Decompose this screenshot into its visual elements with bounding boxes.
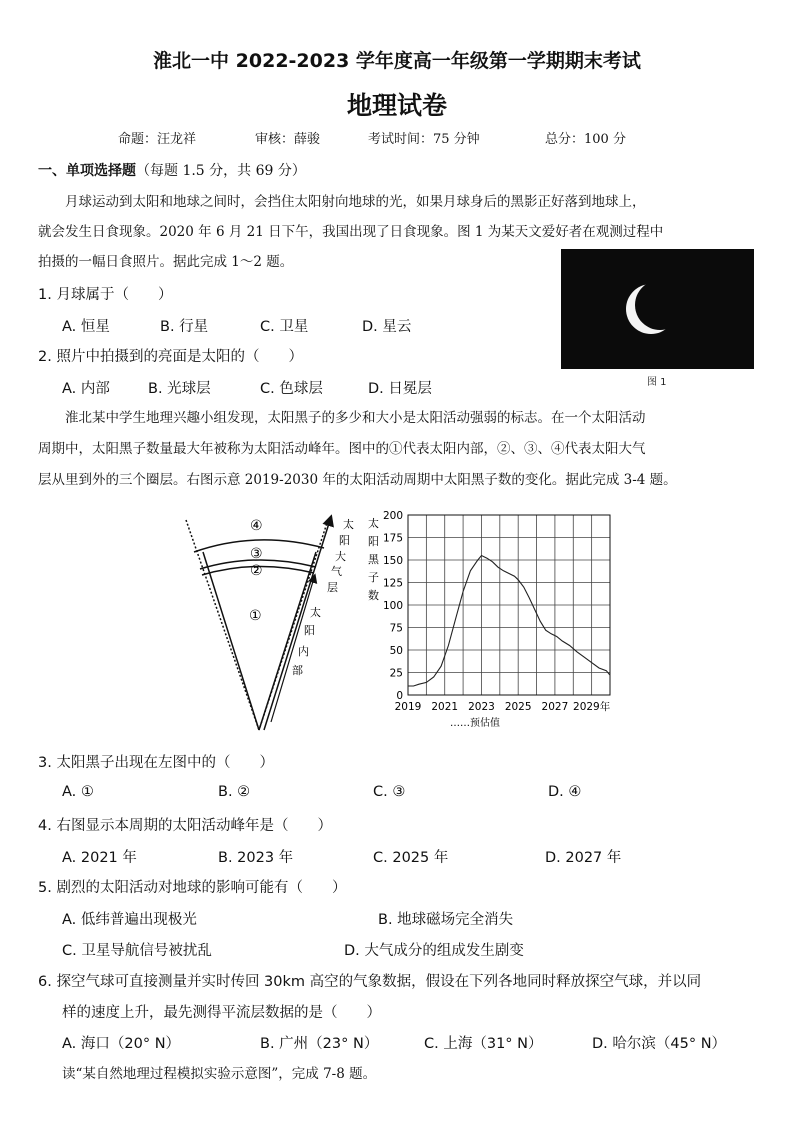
q1-stem: 1. 月球属于（ ）	[38, 287, 173, 303]
q6-line1: 6. 探空气球可直接测量并实时传回 30km 高空的气象数据，假设在下列各地同时释放探空气球，并以同	[38, 974, 702, 990]
q5-option-d[interactable]: D. 大气成分的组成发生剧变	[344, 943, 524, 959]
passage2-line1: 淮北某中学生地理兴趣小组发现，太阳黑子的多少和大小是太阳活动强弱的标志。在一个太阳活动	[65, 410, 646, 426]
y-tick-label: 125	[382, 577, 403, 590]
atmosphere-char-1: 太	[343, 518, 354, 531]
interior-char-2: 阳	[304, 624, 315, 637]
figure1-caption: 图 1	[647, 377, 667, 388]
y-tick-label: 75	[389, 622, 403, 635]
y-tick-label: 100	[382, 600, 403, 612]
sunspot-chart	[356, 508, 618, 740]
q5-option-b[interactable]: B. 地球磁场完全消失	[378, 912, 514, 928]
y-axis-label-char: 太	[368, 517, 379, 530]
layer-3-label: ③	[250, 546, 263, 562]
exam-time: 考试时间：75 分钟	[368, 132, 480, 147]
subject-title: 地理试卷	[346, 91, 447, 120]
q6-option-c[interactable]: C. 上海（31° N）	[424, 1036, 543, 1052]
section-title: 一、单项选择题	[38, 163, 136, 179]
x-tick-label: 2021	[431, 701, 459, 713]
y-axis-label-char: 子	[368, 571, 379, 584]
y-tick-label: 200	[382, 510, 403, 522]
y-tick-label: 50	[389, 645, 403, 657]
q1-option-a[interactable]: A. 恒星	[62, 319, 110, 335]
q3-stem: 3. 太阳黑子出现在左图中的（ ）	[38, 755, 274, 771]
passage1-line2: 就会发生日食现象。2020 年 6 月 21 日下午，我国出现了日食现象。图 1 为某天文爱好者在观测过程中	[38, 224, 664, 240]
layer-1-label: ①	[249, 608, 262, 624]
q2-option-c[interactable]: C. 色球层	[260, 381, 323, 397]
q3-option-a[interactable]: A. ①	[62, 784, 94, 800]
x-tick-label: 2029年	[573, 701, 611, 713]
x-tick-label: 2023	[468, 701, 495, 713]
q4-stem: 4. 右图显示本周期的太阳活动峰年是（ ）	[38, 818, 332, 834]
solar-eclipse-photo	[561, 249, 754, 391]
sun-structure-svg	[176, 508, 366, 738]
atmosphere-char-4: 气	[331, 565, 342, 578]
atmosphere-char-5: 层	[327, 581, 338, 594]
reviewer: 审核：薛骏	[255, 132, 321, 147]
legend-label: ……预估值	[450, 718, 500, 729]
figure1	[561, 249, 754, 391]
y-tick-label: 25	[389, 667, 403, 680]
q3-option-c[interactable]: C. ③	[373, 784, 406, 800]
atmosphere-char-2: 阳	[339, 534, 350, 547]
q3-option-d[interactable]: D. ④	[548, 784, 582, 800]
q6-option-a[interactable]: A. 海口（20° N）	[62, 1036, 181, 1052]
sunspot-series-line	[408, 556, 610, 687]
y-axis-label-char: 数	[368, 589, 379, 602]
q4-option-a[interactable]: A. 2021 年	[62, 850, 137, 866]
q5-stem: 5. 剧烈的太阳活动对地球的影响可能有（ ）	[38, 880, 347, 896]
sunspot-chart-svg	[356, 508, 618, 740]
x-tick-label: 2027	[541, 701, 569, 713]
y-tick-label: 150	[382, 555, 403, 567]
q6-line2: 样的速度上升，最先测得平流层数据的是（ ）	[62, 1005, 381, 1021]
q5-option-c[interactable]: C. 卫星导航信号被扰乱	[62, 943, 212, 959]
q5-option-a[interactable]: A. 低纬普遍出现极光	[62, 912, 197, 928]
x-tick-label: 2019	[394, 701, 422, 713]
q1-option-c[interactable]: C. 卫星	[260, 319, 309, 335]
y-axis-label-char: 阳	[368, 535, 379, 548]
y-axis-label-char: 黑	[368, 553, 379, 566]
next-passage-intro: 读“某自然地理过程模拟实验示意图”，完成 7-8 题。	[62, 1066, 377, 1082]
section-heading	[38, 160, 306, 180]
total-score: 总分：100 分	[545, 132, 626, 147]
q3-option-b[interactable]: B. ②	[218, 784, 251, 800]
atmosphere-char-3: 大	[335, 550, 346, 563]
x-tick-label: 2025	[504, 701, 532, 713]
q6-option-b[interactable]: B. 广州（23° N）	[260, 1036, 379, 1052]
y-tick-label: 0	[396, 690, 403, 702]
q2-option-a[interactable]: A. 内部	[62, 381, 110, 397]
q2-option-d[interactable]: D. 日冕层	[368, 381, 432, 397]
q2-option-b[interactable]: B. 光球层	[148, 381, 211, 397]
q4-option-c[interactable]: C. 2025 年	[373, 850, 449, 866]
exam-title: 淮北一中 2022-2023 学年度高一年级第一学期期末考试	[153, 50, 641, 72]
section-note: （每题 1.5 分，共 69 分）	[136, 163, 306, 179]
interior-char-3: 内	[298, 645, 309, 658]
q1-option-b[interactable]: B. 行星	[160, 319, 209, 335]
q6-option-d[interactable]: D. 哈尔滨（45° N）	[592, 1036, 727, 1052]
interior-char-1: 太	[310, 606, 321, 619]
author: 命题：汪龙祥	[118, 132, 197, 147]
passage1-line1: 月球运动到太阳和地球之间时，会挡住太阳射向地球的光，如果月球身后的黑影正好落到地球上，	[65, 194, 646, 210]
layer-4-label: ④	[250, 518, 263, 534]
layer-2-label: ②	[250, 563, 263, 579]
passage2-line3: 层从里到外的三个圈层。右图示意 2019-2030 年的太阳活动周期中太阳黑子数的变化。据此完成 3-4 题。	[38, 472, 677, 488]
q4-option-d[interactable]: D. 2027 年	[545, 850, 622, 866]
q2-stem: 2. 照片中拍摄到的亮面是太阳的（ ）	[38, 349, 303, 365]
passage1-line3: 拍摄的一幅日食照片。据此完成 1～2 题。	[38, 254, 294, 270]
q1-option-d[interactable]: D. 星云	[362, 319, 412, 335]
q4-option-b[interactable]: B. 2023 年	[218, 850, 294, 866]
interior-char-4: 部	[292, 664, 303, 677]
sun-structure-diagram	[176, 508, 366, 738]
passage2-line2: 周期中，太阳黑子数量最大年被称为太阳活动峰年。图中的①代表太阳内部，②、③、④代表太阳大气	[38, 441, 646, 457]
y-tick-label: 175	[382, 532, 403, 545]
